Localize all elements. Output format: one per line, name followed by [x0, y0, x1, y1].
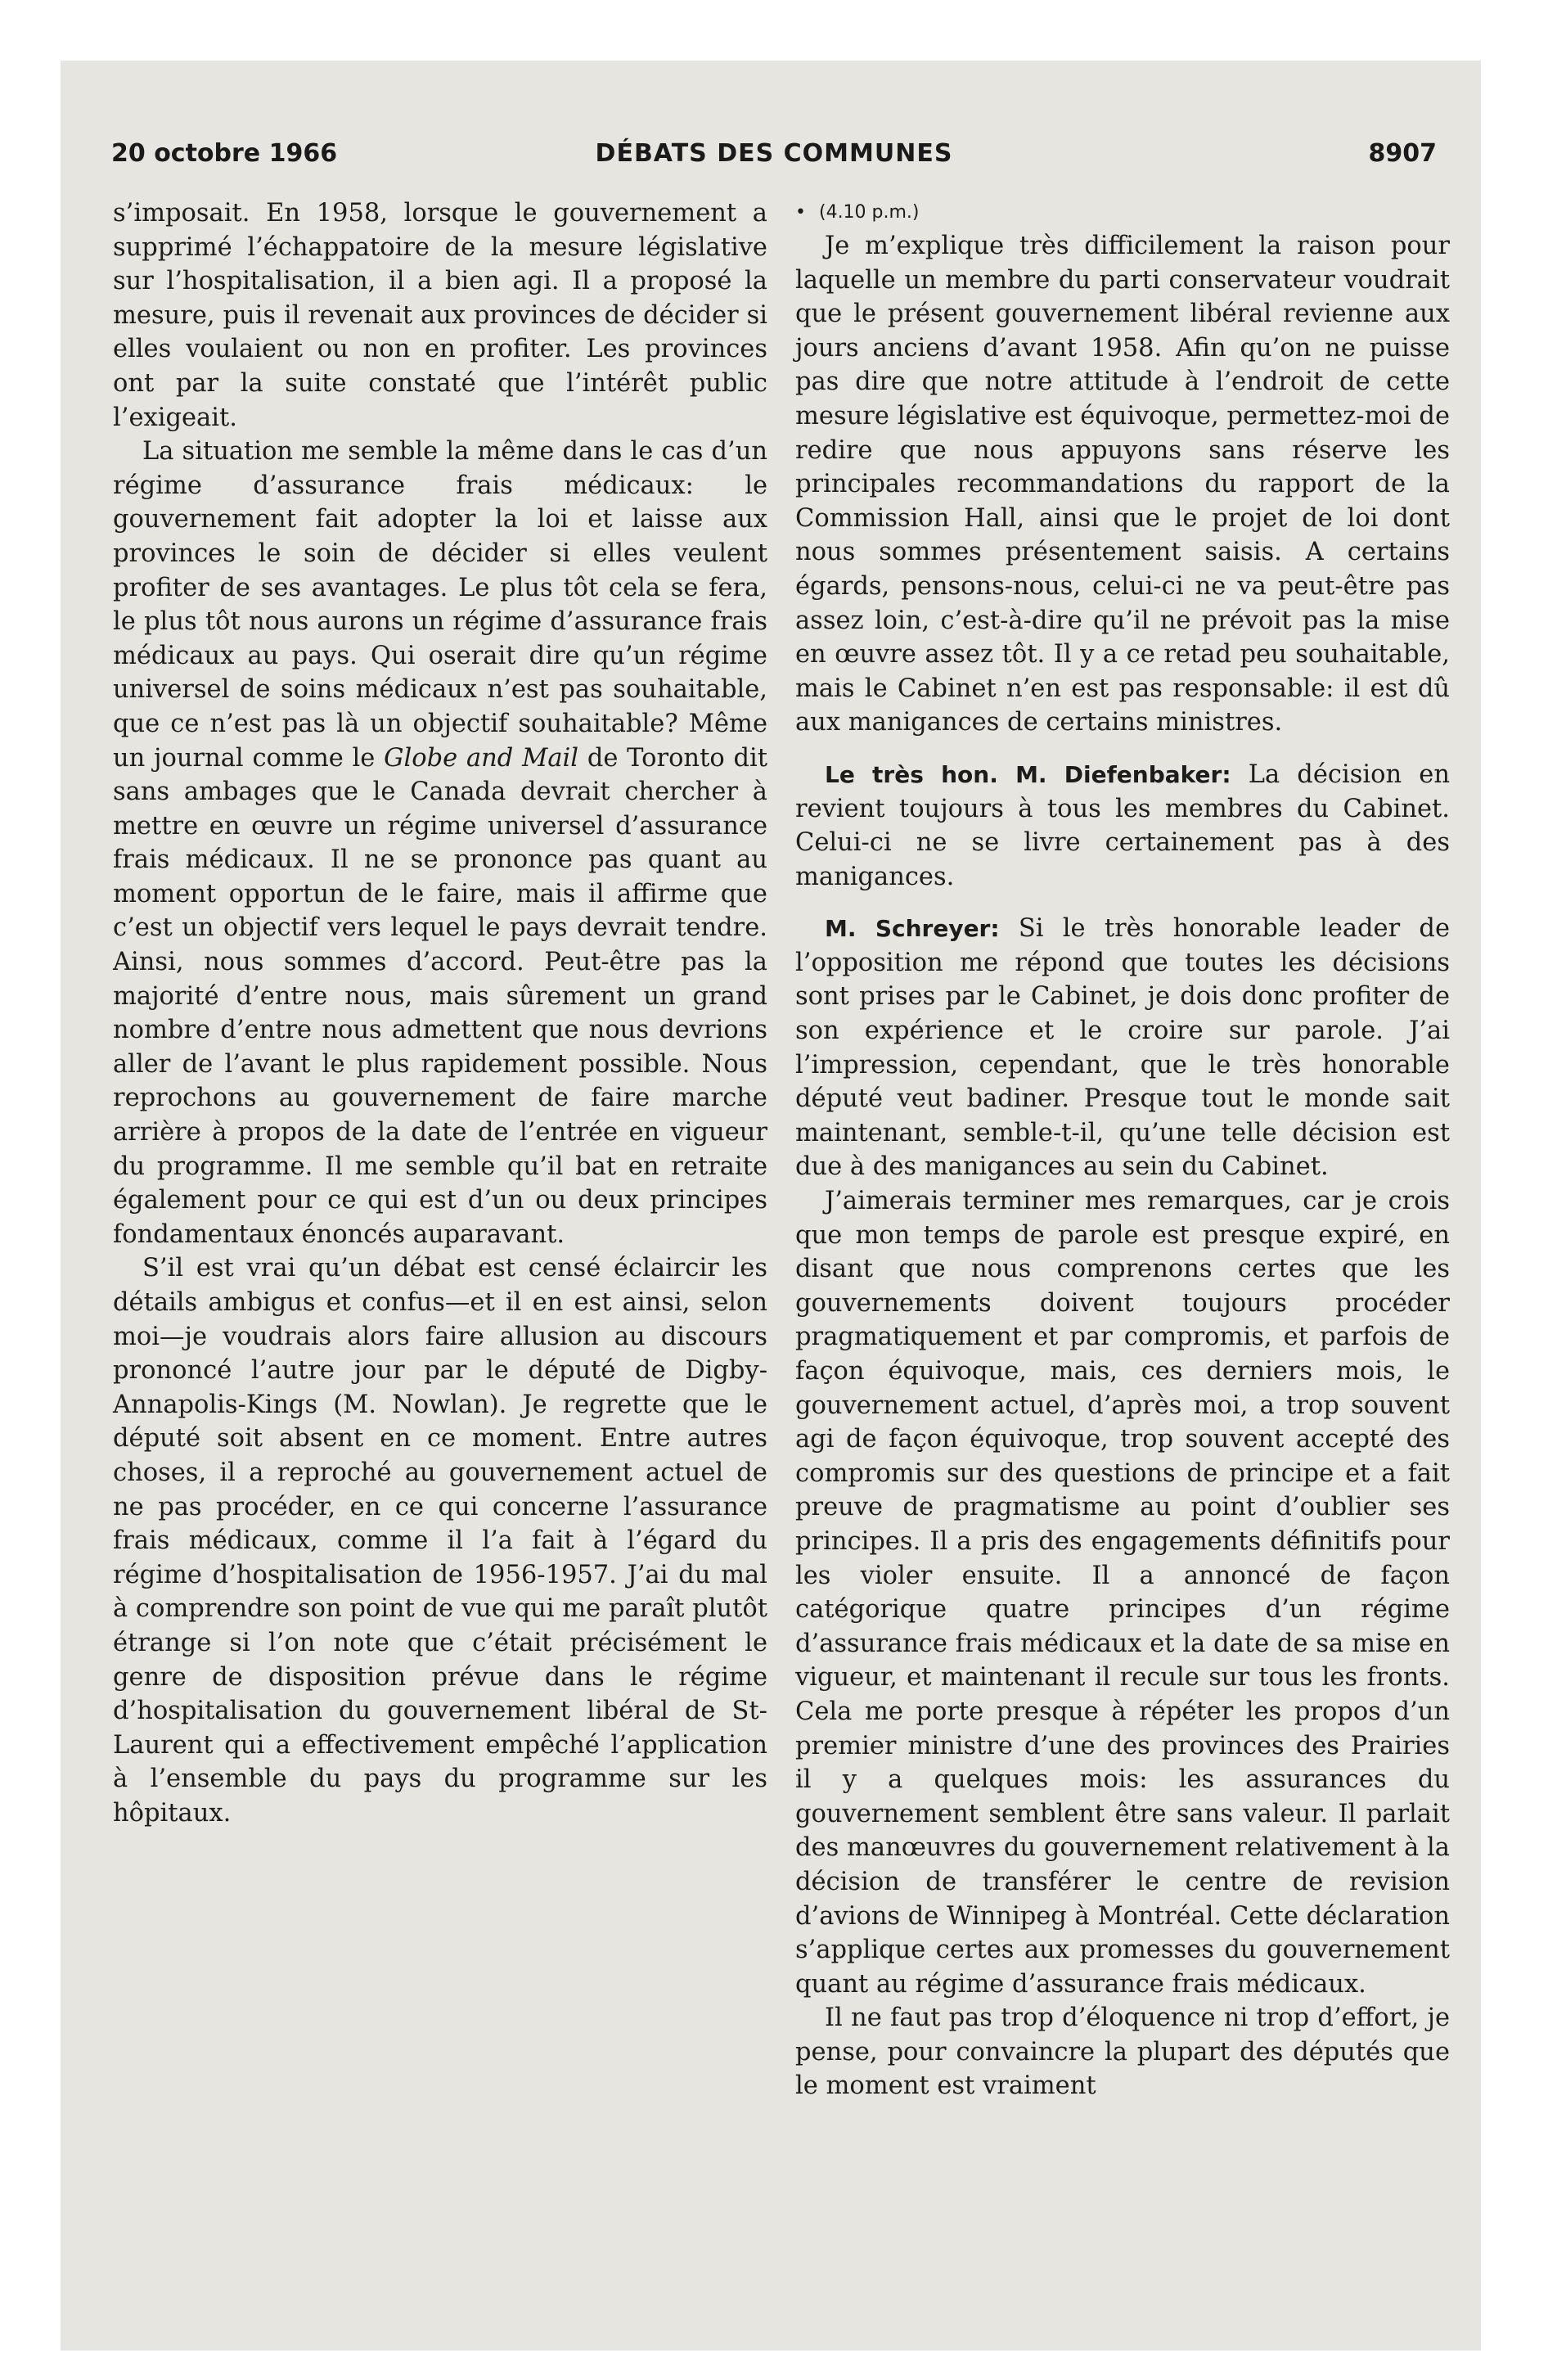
speaker-name: Le très hon. M. Diefenbaker:: [825, 760, 1231, 788]
header-title: DÉBATS DES COMMUNES: [595, 139, 953, 168]
left-column: [113, 196, 767, 1831]
paragraph: s’imposait. En 1958, lorsque le gouvernement a supprimé l’échappatoire de la mesure législative sur l’hospitalisation, il a bien agi. Il a proposé la mesure, puis il revenait aux provinces de décider si elles voulaient ou non en profiter. Les provinces ont par la suite constaté que l’intérêt public l’exigeait.: [113, 199, 767, 432]
right-column: [795, 196, 1450, 2103]
paragraph: Je m’explique très difficilement la raison pour laquelle un membre du parti conservateur voudrait que le présent gouvernement libéral revienne aux jours anciens d’avant 1958. Afin qu’on ne puisse pas dire que notre attitude à l’endroit de cette mesure législative est équivoque, permettez-moi de redire que nous appuyons sans réserve les principales recommandations du rapport de la Commission Hall, ainsi que le projet de loi dont nous sommes présentement saisis. A certains égards, pensons-nous, celui-ci ne va peut-être pas assez loin, c’est-à-dire qu’il ne prévoit pas la mise en œuvre assez tôt. Il y a ce retad peu souhaitable, mais le Cabinet n’en est pas responsable: il est dû aux manigances de certains ministres.: [795, 232, 1450, 737]
time-marker: [795, 196, 1450, 229]
time-stamp: (4.10 p.m.): [818, 202, 920, 223]
speech-text: La décision en revient toujours à tous les membres du Cabinet. Celui-ci ne se livre certainement pas à des manigances.: [795, 760, 1450, 891]
paragraph: S’il est vrai qu’un débat est censé éclaircir les détails ambigus et confus—et il en est ainsi, selon moi—je voudrais alors faire allusion au discours prononcé l’autre jour par le député de Digby-Annapolis-Kings (M. Nowlan). Je regrette que le député soit absent en ce moment. Entre autres choses, il a reproché au gouvernement actuel de ne pas procéder, en ce qui concerne l’assurance frais médicaux, comme il l’a fait à l’égard du régime d’hospitalisation de 1956-1957. J’ai du mal à comprendre son point de vue qui me paraît plutôt étrange si l’on note que c’était précisément le genre de disposition prévue dans le régime d’hospitalisation du gouvernement libéral de St-Laurent qui a effectivement empêché l’application à l’ensemble du pays du programme sur les hôpitaux.: [113, 1254, 767, 1828]
paragraph: Il ne faut pas trop d’éloquence ni trop d’effort, je pense, pour convaincre la plupart des députés que le moment est vraiment: [795, 2004, 1450, 2101]
speech-text: Si le très honorable leader de l’opposition me répond que toutes les décisions sont prises par le Cabinet, je dois donc profiter de son expérience et le croire sur parole. J’ai l’impression, cependant, que le très honorable député veut badiner. Presque tout le monde sait maintenant, semble-t-il, qu’une telle décision est due à des manigances au sein du Cabinet.: [795, 914, 1451, 1182]
paragraph: [113, 435, 767, 1251]
speech: [795, 912, 1450, 1184]
page-header: [111, 139, 1437, 175]
speech: [795, 758, 1450, 894]
paragraph: J’aimerais terminer mes remarques, car je crois que mon temps de parole est presque expiré, en disant que nous comprenons certes que les gouvernements doivent toujours procéder pragmatiquement et par compromis, et parfois de façon équivoque, mais, ces derniers mois, le gouvernement actuel, d’après moi, a trop souvent agi de façon équivoque, trop souvent accepté des compromis sur des questions de principe et a fait preuve de pragmatisme au point d’oublier ses principes. Il a pris des engagements définitifs pour les violer ensuite. Il a annoncé de façon catégorique quatre principes d’un régime d’assurance frais médicaux et la date de sa mise en vigueur, et maintenant il recule sur tous les fronts. Cela me porte presque à répéter les propos d’un premier ministre d’une des provinces des Prairies il y a quelques mois: les assurances du gouvernement semblent être sans valeur. Il parlait des manœuvres du gouvernement relativement à la décision de transférer le centre de revision d’avions de Winnipeg à Montréal. Cette déclaration s’applique certes aux promesses du gouvernement quant au régime d’assurance frais médicaux.: [795, 1187, 1450, 1999]
newspaper-title: Globe and Mail: [384, 743, 579, 773]
paragraph-text: La situation me semble la même dans le cas d’un régime d’assurance frais médicaux: le gouvernement fait adopter la loi et laisse aux provinces le soin de décider si elles veulent profiter de ses avantages. Le plus tôt cela se fera, le plus tôt nous aurons un régime d’assurance frais médicaux au pays. Qui oserait dire qu’un régime universel de soins médicaux n’est pas souhaitable, que ce n’est pas là un objectif souhaitable? Même un journal comme le: [113, 437, 767, 773]
page-number: 8907: [1368, 139, 1437, 168]
header-date: 20 octobre 1966: [111, 139, 338, 168]
bullet-icon: •: [795, 202, 806, 223]
speaker-name: M. Schreyer:: [825, 915, 1000, 943]
paragraph-text: de Toronto dit sans ambages que le Canada devrait chercher à mettre en œuvre un régime universel d’assurance frais médicaux. Il ne se prononce pas quant au moment opportun de le faire, mais il affirme que c’est un objectif vers lequel le pays devrait tendre. Ainsi, nous sommes d’accord. Peut-être pas la majorité d’entre nous, mais sûrement un grand nombre d’entre nous admettent que nous devrions aller de l’avant le plus rapidement possible. Nous reprochons au gouvernement de faire marche arrière à propos de la date de l’entrée en vigueur du programme. Il me semble qu’il bat en retraite également pour ce qui est d’un ou deux principes fondamentaux énoncés auparavant.: [113, 743, 768, 1249]
